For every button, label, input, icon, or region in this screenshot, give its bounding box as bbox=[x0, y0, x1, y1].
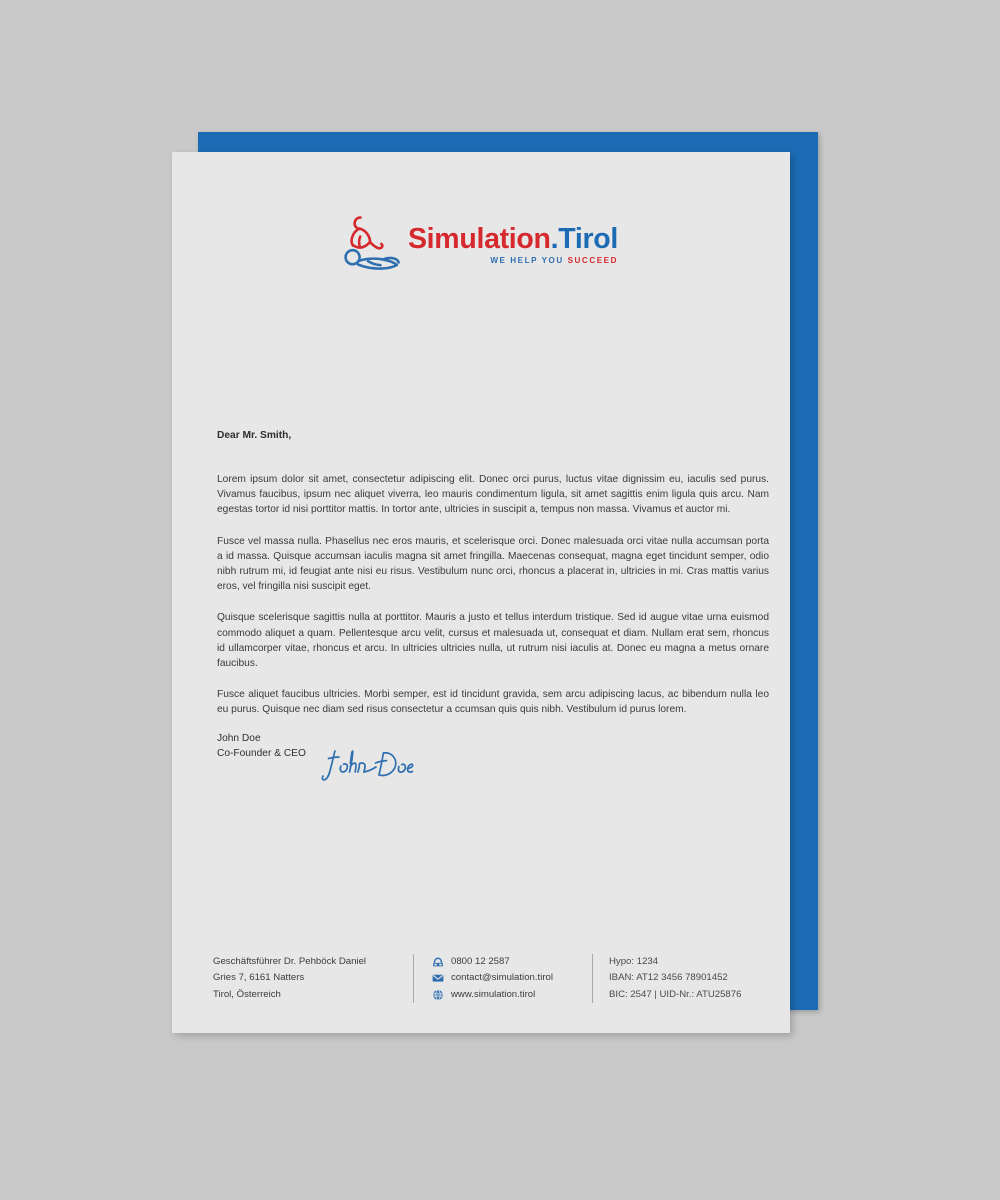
footer-email-row bbox=[432, 970, 592, 986]
tagline-part-one: WE HELP YOU bbox=[490, 255, 564, 265]
wordmark-secondary: Tirol bbox=[558, 223, 619, 256]
footer-bank-line: IBAN: AT12 3456 78901452 bbox=[609, 972, 728, 984]
wordmark bbox=[408, 225, 618, 254]
footer-address-line: Tirol, Österreich bbox=[213, 988, 281, 1000]
handwritten-signature-icon bbox=[317, 742, 417, 784]
salutation: Dear Mr. Smith, bbox=[217, 430, 292, 441]
signer-name: John Doe bbox=[217, 733, 261, 744]
telephone-icon bbox=[432, 956, 444, 968]
footer-bank-column bbox=[592, 954, 789, 1003]
footer-phone: 0800 12 2587 bbox=[451, 955, 510, 967]
envelope-icon bbox=[432, 972, 444, 984]
footer-phone-row bbox=[432, 954, 592, 970]
body-paragraph: Fusce aliquet faucibus ultricies. Morbi semper, est id tincidunt gravida, sem arcu adipiscing lacus, ac bibendum nulla leo eu purus. Quisque nec diam sed risus consectetur a ccumsan quis quis nibh. Vestibulum id purus lorem. bbox=[217, 689, 769, 716]
footer bbox=[213, 954, 753, 1003]
signature-block bbox=[217, 732, 617, 761]
footer-bank-line: Hypo: 1234 bbox=[609, 955, 659, 967]
footer-website-row bbox=[432, 987, 592, 1003]
footer-contact-column bbox=[413, 954, 592, 1003]
wordmark-primary: Simulation bbox=[407, 223, 551, 256]
letterhead bbox=[172, 214, 790, 276]
footer-email: contact@simulation.tirol bbox=[451, 972, 553, 984]
signer-role: Co-Founder & CEO bbox=[217, 747, 306, 759]
cpr-resuscitation-icon bbox=[344, 214, 402, 276]
wordmark-separator: . bbox=[550, 223, 559, 256]
body-paragraph: Quisque scelerisque sagittis nulla at porttitor. Mauris a justo et tellus interdum tristique. Sed id augue vitae urna euismod commodo aliquet a quam. Pellentesque arcu velit, cursus et malesuada ut, consequat et diam. Nullam erat sem, rhoncus id ullamcorper vitae, rhoncus et arcu. In ultricies ultricies nulla, ut rutrum nisi iaculis at. Donec eu magna a metus ornare faucibus. bbox=[217, 612, 769, 670]
letter-body bbox=[217, 430, 769, 718]
body-paragraph: Lorem ipsum dolor sit amet, consectetur adipiscing elit. Donec orci purus, luctus vitae dignissim eu, iaculis sed purus. Vivamus faucibus, ipsum nec aliquet viverra, leo mauris condimentum ligula, sit amet sagittis enim ligula quis arcu. Nam egestas tortor id nisi porttitor mattis. In tortor ante, ultricies in suscipit a, tempus non massa. Vivamus et auctor mi. bbox=[217, 474, 769, 516]
footer-bank-line: BIC: 2547 | UID-Nr.: ATU25876 bbox=[609, 988, 742, 1000]
footer-address-line: Geschäftsführer Dr. Pehböck Daniel bbox=[213, 955, 367, 967]
letter-page bbox=[172, 152, 790, 1033]
tagline bbox=[490, 257, 618, 265]
logo-text-block bbox=[408, 225, 618, 265]
footer-website: www.simulation.tirol bbox=[451, 988, 536, 1000]
tagline-part-two: SUCCEED bbox=[567, 255, 619, 265]
globe-icon bbox=[432, 989, 444, 1001]
footer-address-line: Gries 7, 6161 Natters bbox=[213, 972, 305, 984]
body-paragraph: Fusce vel massa nulla. Phasellus nec eros mauris, et scelerisque orci. Donec malesuada orci vitae nulla accumsan porta a id massa. Quisque accumsan iaculis magna sit amet fringilla. Maecenas consequat, magna eget tincidunt semper, odio nibh rutrum mi, id feugiat ante nisi eu risus. Vestibulum nunc orci, rhoncus a placerat in, ultricies in mi. Cras mattis varius eros, vel fringilla nisi suscipit eget. bbox=[217, 535, 769, 593]
footer-address-column bbox=[213, 954, 413, 1003]
logo-lockup bbox=[344, 214, 618, 276]
